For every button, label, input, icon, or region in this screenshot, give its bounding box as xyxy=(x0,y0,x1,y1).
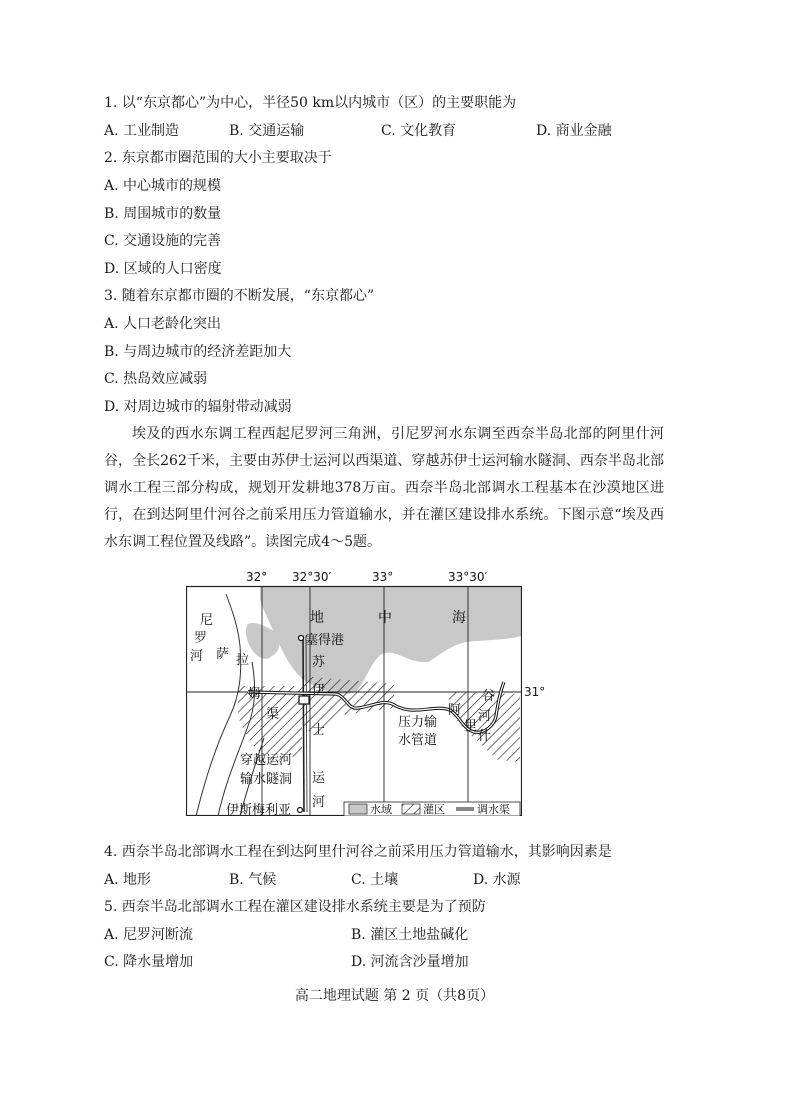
tunnel-label-line-2: 输水隧洞 xyxy=(240,772,293,787)
wadi-label-char-1: 谷 xyxy=(482,689,496,704)
lon-label-32-30: 32°30′ xyxy=(292,570,332,584)
legend-water-label: 水域 xyxy=(370,803,392,816)
lon-label-32: 32° xyxy=(246,570,268,584)
question-3-stem: 3. 随着东京都市圈的不断发展，“东京都心” xyxy=(104,288,375,304)
legend-channel-label: 调水渠 xyxy=(477,803,510,816)
wadi-label-char-2: 河 xyxy=(478,709,492,724)
canal-label-char-1: 运 xyxy=(312,771,326,786)
nile-label-char-3: 河 xyxy=(190,649,204,664)
question-5-stem: 5. 西奈半岛北部调水工程在灌区建设排水系统主要是为了预防 xyxy=(104,899,486,915)
pipeline-label-line-1: 压力输 xyxy=(398,715,438,730)
arish-label-char-3: 什 xyxy=(478,729,492,744)
salam-label-char-1: 萨 xyxy=(216,647,230,662)
salam-label-char-4: 渠 xyxy=(266,707,280,722)
sea-label-char-2: 中 xyxy=(378,610,392,626)
q1-option-b[interactable]: B. 交通运输 xyxy=(229,123,305,139)
q3-option-c[interactable]: C. 热岛效应减弱 xyxy=(104,371,208,387)
legend-water-swatch xyxy=(349,804,367,814)
tunnel-marker xyxy=(299,696,309,704)
page-footer: 高二地理试题 第 2 页（共8页） xyxy=(294,988,495,1004)
pipeline-label-line-2: 水管道 xyxy=(398,733,438,748)
port-said-dot xyxy=(299,636,304,641)
q5-option-c[interactable]: C. 降水量增加 xyxy=(104,954,194,970)
sea-label-char-3: 海 xyxy=(452,610,466,626)
suez-label-char-1: 苏 xyxy=(312,655,326,670)
q2-option-c[interactable]: C. 交通设施的完善 xyxy=(104,233,222,249)
q4-option-a[interactable]: A. 地形 xyxy=(104,872,152,888)
egypt-water-transfer-map xyxy=(186,566,522,816)
q3-option-d[interactable]: D. 对周边城市的辐射带动减弱 xyxy=(104,399,292,415)
suez-label-char-2: 伊 xyxy=(312,683,326,698)
q5-option-a[interactable]: A. 尼罗河断流 xyxy=(104,927,194,943)
q2-option-d[interactable]: D. 区域的人口密度 xyxy=(104,261,222,277)
ismailia-dot xyxy=(298,808,303,813)
q1-option-c[interactable]: C. 文化教育 xyxy=(381,123,457,139)
q1-option-d[interactable]: D. 商业金融 xyxy=(536,123,612,139)
arish-label-char-1: 阿 xyxy=(448,703,462,718)
lat-label-31: 31° xyxy=(524,685,546,699)
salam-label-char-2: 拉 xyxy=(236,653,250,668)
q5-option-d[interactable]: D. 河流含沙量增加 xyxy=(351,954,469,970)
ismailia-label: 伊斯梅利亚 xyxy=(226,803,292,816)
arish-label-char-2: 里 xyxy=(464,719,478,734)
suez-canal-line xyxy=(303,636,304,812)
sea-label-char-1: 地 xyxy=(310,610,324,626)
tunnel-label-line-1: 穿越运河 xyxy=(240,753,293,768)
q4-option-d[interactable]: D. 水源 xyxy=(473,872,521,888)
q5-option-b[interactable]: B. 灌区土地盐碱化 xyxy=(351,927,469,943)
q3-option-b[interactable]: B. 与周边城市的经济差距加大 xyxy=(104,344,292,360)
nile-label-char-1: 尼 xyxy=(200,613,214,628)
question-2-stem: 2. 东京都市圈范围的大小主要取决于 xyxy=(104,150,332,166)
lon-label-33: 33° xyxy=(372,570,394,584)
port-said-label: 塞得港 xyxy=(305,633,345,648)
q4-option-c[interactable]: C. 土壤 xyxy=(351,872,399,888)
legend-irrigation-label: 灌区 xyxy=(423,803,445,816)
question-1-stem: 1. 以“东京都心”为中心，半径50 km以内城市（区）的主要职能为 xyxy=(104,95,517,111)
legend-irrigation-swatch xyxy=(402,804,420,814)
passage-text: 埃及的西水东调工程西起尼罗河三角洲，引尼罗河水东调至西奈半岛北部的阿里什河谷，全长262千米，主要由苏伊士运河以西渠道、穿越苏伊士运河输水隧洞、西奈半岛北部调水工程三部分构成，规划开发耕地378万亩。西奈半岛北部调水工程基本在沙漠地区进行，在到达阿里什河谷之前采用压力管道输水，并在灌区建设排水系统。下图示意“埃及西水东调工程位置及线路”。读图完成4～5题。 xyxy=(104,426,664,550)
lon-label-33-30: 33°30′ xyxy=(448,570,488,584)
q2-option-a[interactable]: A. 中心城市的规模 xyxy=(104,178,222,194)
suez-label-char-3: 士 xyxy=(312,723,326,738)
q4-option-b[interactable]: B. 气候 xyxy=(229,872,277,888)
q2-option-b[interactable]: B. 周围城市的数量 xyxy=(104,206,222,222)
question-4-stem: 4. 西奈半岛北部调水工程在到达阿里什河谷之前采用压力管道输水，其影响因素是 xyxy=(104,844,612,860)
q3-option-a[interactable]: A. 人口老龄化突出 xyxy=(104,316,222,332)
q1-option-a[interactable]: A. 工业制造 xyxy=(104,123,180,139)
nile-label-char-2: 罗 xyxy=(194,631,208,646)
salam-label-char-3: 姆 xyxy=(248,687,262,702)
canal-label-char-2: 河 xyxy=(312,795,326,810)
